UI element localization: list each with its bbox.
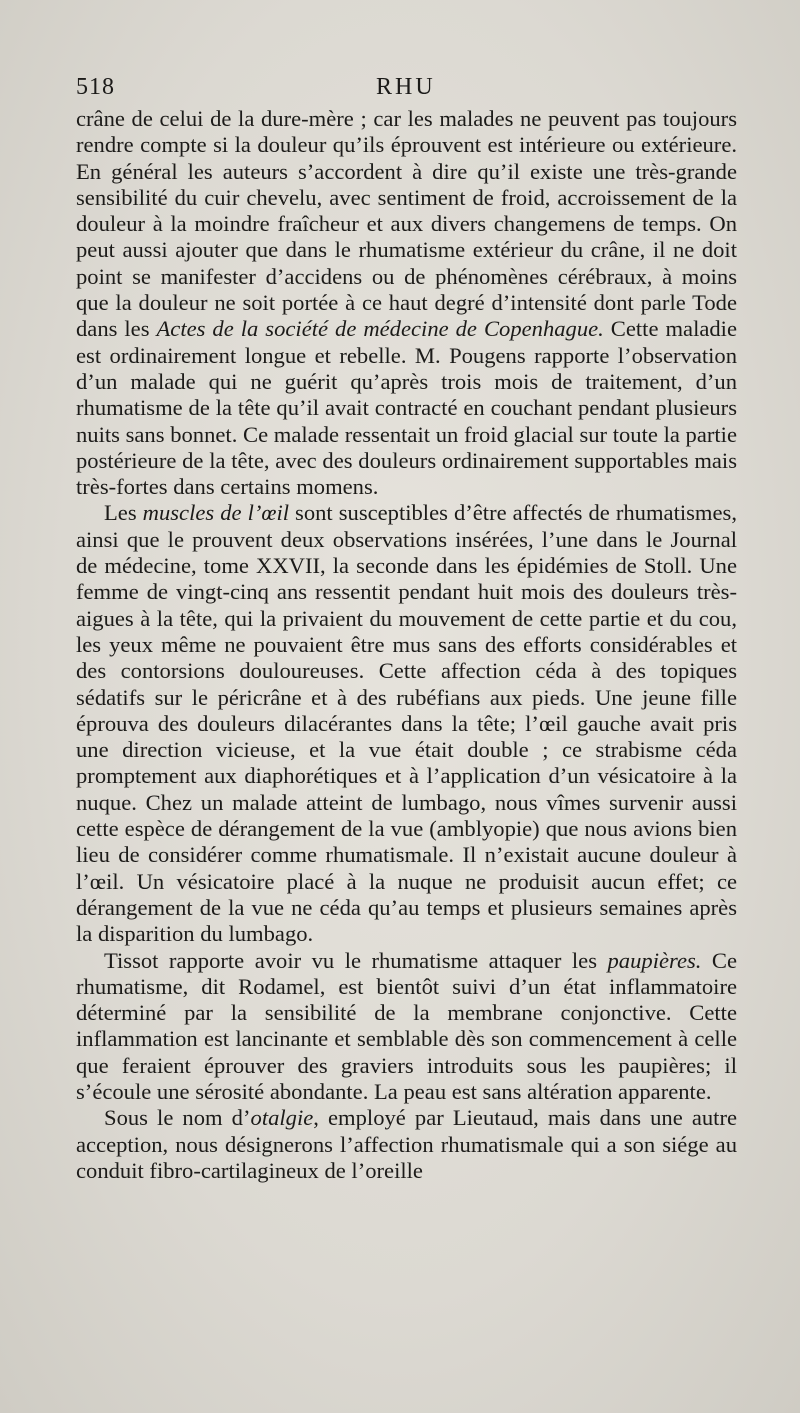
body-text — [76, 106, 737, 1184]
italic-term: otalgie — [250, 1105, 314, 1131]
text-run: , employé par Lieutaud, mais dans une autre acception, nous désignerons l’affection rhumatismale qui a son siége au conduit fibro-cartilagineux de l’oreille — [76, 1105, 737, 1183]
italic-term: muscles de l’œil — [142, 500, 289, 526]
page-number: 518 — [76, 74, 115, 100]
text-run: sont susceptibles d’être affectés de rhumatismes, ainsi que le prouvent deux observations insérées, l’une dans le Journal de médecine, tome XXVII, la seconde dans les épidémies de Stoll. Une femme de vingt-cinq ans ressentit pendant huit mois des douleurs très-aigues à la tête, qui la privaient du mouvement de cette partie et du cou, les yeux même ne pouvaient être mus sans des efforts considérables et des contorsions douloureuses. Cette affection céda à des topiques sédatifs sur le péricrâne et à des rubéfians aux pieds. Une jeune fille éprouva des douleurs dilacérantes dans la tête; l’œil gauche avait pris une direction vicieuse, et la vue était double ; ce strabisme céda promptement aux diaphorétiques et à l’application d’un vésicatoire à la nuque. Chez un malade atteint de lumbago, nous vîmes survenir aussi cette espèce de dérangement de la vue (amblyopie) que nous avions bien lieu de considérer comme rhumatismale. Il n’existait aucune douleur à l’œil. Un vésicatoire placé à la nuque ne produisit aucun effet; ce dérangement de la vue ne céda qu’au temps et plusieurs semaines après la disparition du lumbago. — [76, 500, 737, 947]
italic-title: Actes de la société de médecine de Copenhague. — [156, 316, 604, 342]
text-run: Cette maladie est ordinairement longue et rebelle. M. Pougens rapporte l’observation d’un malade qui ne guérit qu’après trois mois de traitement, d’un rhumatisme de la tête qu’il avait contracté en couchant pendant plusieurs nuits sans bonnet. Ce malade ressentait un froid glacial sur toute la partie postérieure de la tête, avec des douleurs ordinairement supportables mais très-fortes dans certains momens. — [76, 316, 737, 500]
paragraph-3 — [76, 948, 737, 1106]
text-run: Sous le nom d’ — [104, 1105, 251, 1131]
paragraph-2 — [76, 500, 737, 947]
italic-term: paupières. — [607, 947, 702, 973]
text-run: Les — [104, 500, 143, 526]
page-header — [76, 74, 736, 108]
paragraph-1 — [76, 106, 737, 500]
text-run: Tissot rapporte avoir vu le rhumatisme attaquer les — [104, 947, 608, 973]
running-head: RHU — [376, 74, 436, 100]
text-run: Ce rhumatisme, dit Rodamel, est bientôt suivi d’un état inflammatoire déterminé par la sensibilité de la membrane conjonctive. Cette inflammation est lancinante et semblable dès son commencement à celle que feraient éprouver des graviers introduits sous les paupières; il s’écoule une sérosité abondante. La peau est sans altération apparente. — [76, 947, 738, 1104]
text-run: crâne de celui de la dure-mère ; car les malades ne peuvent pas toujours rendre compte si la douleur qu’ils éprouvent est intérieure ou extérieure. En général les auteurs s’accordent à dire qu’il existe une très-grande sensibilité du cuir chevelu, avec sentiment de froid, accroissement de la douleur à la moindre fraîcheur et aux divers changemens de temps. On peut aussi ajouter que dans le rhumatisme extérieur du crâne, il ne doit point se manifester d’accidens ou de phénomènes cérébraux, à moins que la douleur ne soit portée à ce haut degré d’intensité dont parle Tode dans les — [76, 106, 737, 342]
paragraph-4 — [76, 1105, 737, 1184]
